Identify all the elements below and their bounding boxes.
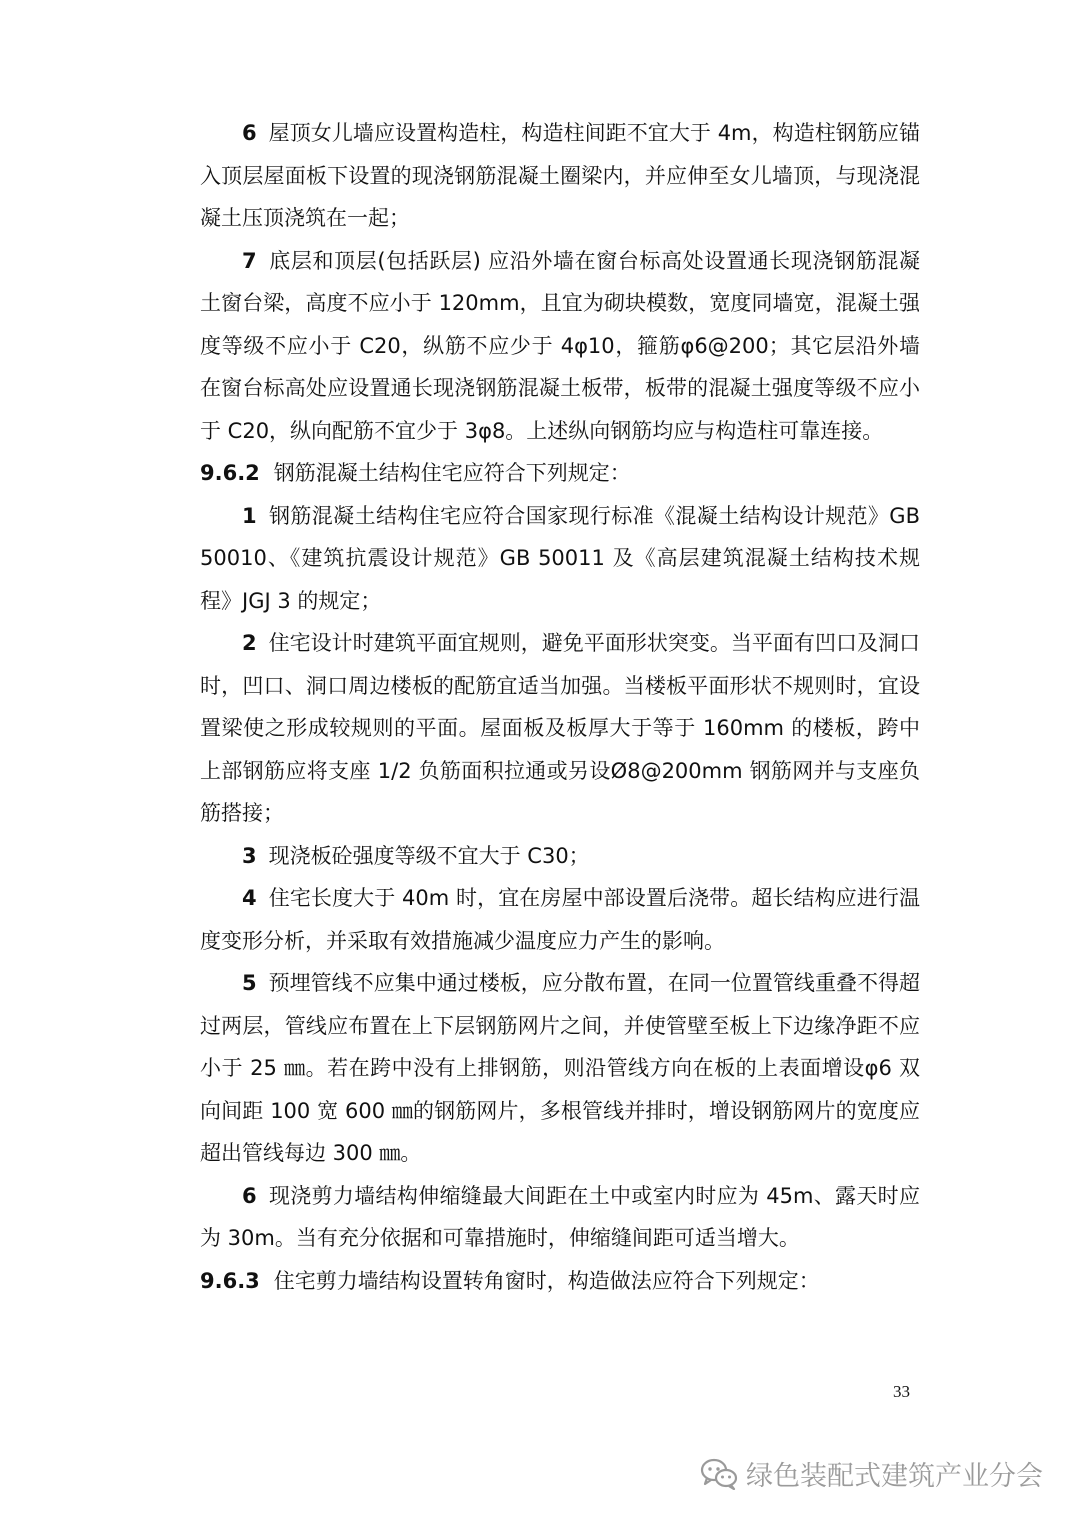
- clause-text: 底层和顶层(包括跃层) 应沿外墙在窗台标高处设置通长现浇钢筋混凝土窗台梁，高度不应小于 120mm，且宜为砌块模数，宽度同墙宽，混凝土强度等级不应小于 C20，纵筋不应少于 4φ10，箍筋φ6@200；其它层沿外墙在窗台标高处应设置通长现浇钢筋混凝土板带，板带的混凝土强度等级不应小于 C20，纵向配筋不宜少于 3φ8。上述纵向钢筋均应与构造柱可靠连接。: [200, 248, 920, 443]
- clause-text: 现浇剪力墙结构伸缩缝最大间距在土中或室内时应为 45m、露天时应为 30m。当有充分依据和可靠措施时，伸缩缝间距可适当增大。: [200, 1183, 920, 1250]
- clause-number: 6: [242, 121, 257, 145]
- clause-number: 7: [242, 248, 257, 273]
- wechat-icon: [700, 1458, 738, 1490]
- section-number: 9.6.2: [200, 461, 260, 485]
- section-9-6-3: [200, 1260, 920, 1303]
- clause-2-plan-layout: [200, 622, 920, 835]
- clause-5-embedded-pipes: [200, 962, 920, 1175]
- clause-number: 3: [242, 843, 257, 868]
- clause-text: 住宅设计时建筑平面宜规则，避免平面形状突变。当平面有凹口及洞口时，凹口、洞口周边楼板的配筋宜适当加强。当楼板平面形状不规则时，宜设置梁使之形成较规则的平面。屋面板及板厚大于等于 160mm 的楼板，跨中上部钢筋应将支座 1/2 负筋面积拉通或另设Ø8@200mm 钢筋网并与支座负筋搭接；: [200, 631, 920, 825]
- clause-3-concrete-grade: [200, 835, 920, 878]
- section-number: 9.6.3: [200, 1268, 260, 1293]
- clause-text: 住宅长度大于 40m 时，宜在房屋中部设置后浇带。超长结构应进行温度变形分析，并采取有效措施减少温度应力产生的影响。: [200, 886, 920, 953]
- clause-text: 钢筋混凝土结构住宅应符合国家现行标准《混凝土结构设计规范》GB 50010、《建筑抗震设计规范》GB 50011 及《高层建筑混凝土结构技术规程》JGJ 3 的规定；: [200, 503, 920, 613]
- clause-7-sill-beam: [200, 240, 920, 453]
- clause-number: 5: [242, 971, 257, 995]
- clause-1-standards: [200, 495, 920, 623]
- section-9-6-2: [200, 452, 920, 495]
- clause-number: 1: [242, 503, 257, 528]
- watermark: [700, 1454, 1043, 1493]
- clause-text: 预埋管线不应集中通过楼板，应分散布置，在同一位置管线重叠不得超过两层，管线应布置在上下层钢筋网片之间，并使管壁至板上下边缘净距不应小于 25 ㎜。若在跨中没有上排钢筋，则沿管线方向在板的上表面增设φ6 双向间距 100 宽 600 ㎜的钢筋网片，多根管线并排时，增设钢筋网片的宽度应超出管线每边 300 ㎜。: [200, 971, 920, 1165]
- watermark-text: 绿色装配式建筑产业分会: [746, 1461, 1043, 1492]
- clause-number: 6: [242, 1183, 257, 1208]
- clause-text: 现浇板砼强度等级不宜大于 C30；: [268, 843, 590, 868]
- clause-4-post-pour-strip: [200, 877, 920, 962]
- clause-text: 屋顶女儿墙应设置构造柱，构造柱间距不宜大于 4m，构造柱钢筋应锚入顶层屋面板下设置的现浇钢筋混凝土圈梁内，并应伸至女儿墙顶，与现浇混凝土压顶浇筑在一起；: [200, 121, 920, 230]
- clause-number: 2: [242, 631, 257, 655]
- clause-number: 4: [242, 886, 257, 910]
- section-text: 钢筋混凝土结构住宅应符合下列规定：: [273, 461, 631, 485]
- page-number: 33: [893, 1382, 910, 1401]
- clause-6-expansion-joint: [200, 1175, 920, 1260]
- section-text: 住宅剪力墙结构设置转角窗时，构造做法应符合下列规定：: [273, 1268, 820, 1293]
- clause-6-parapet: [200, 112, 920, 240]
- document-body: [200, 112, 920, 1302]
